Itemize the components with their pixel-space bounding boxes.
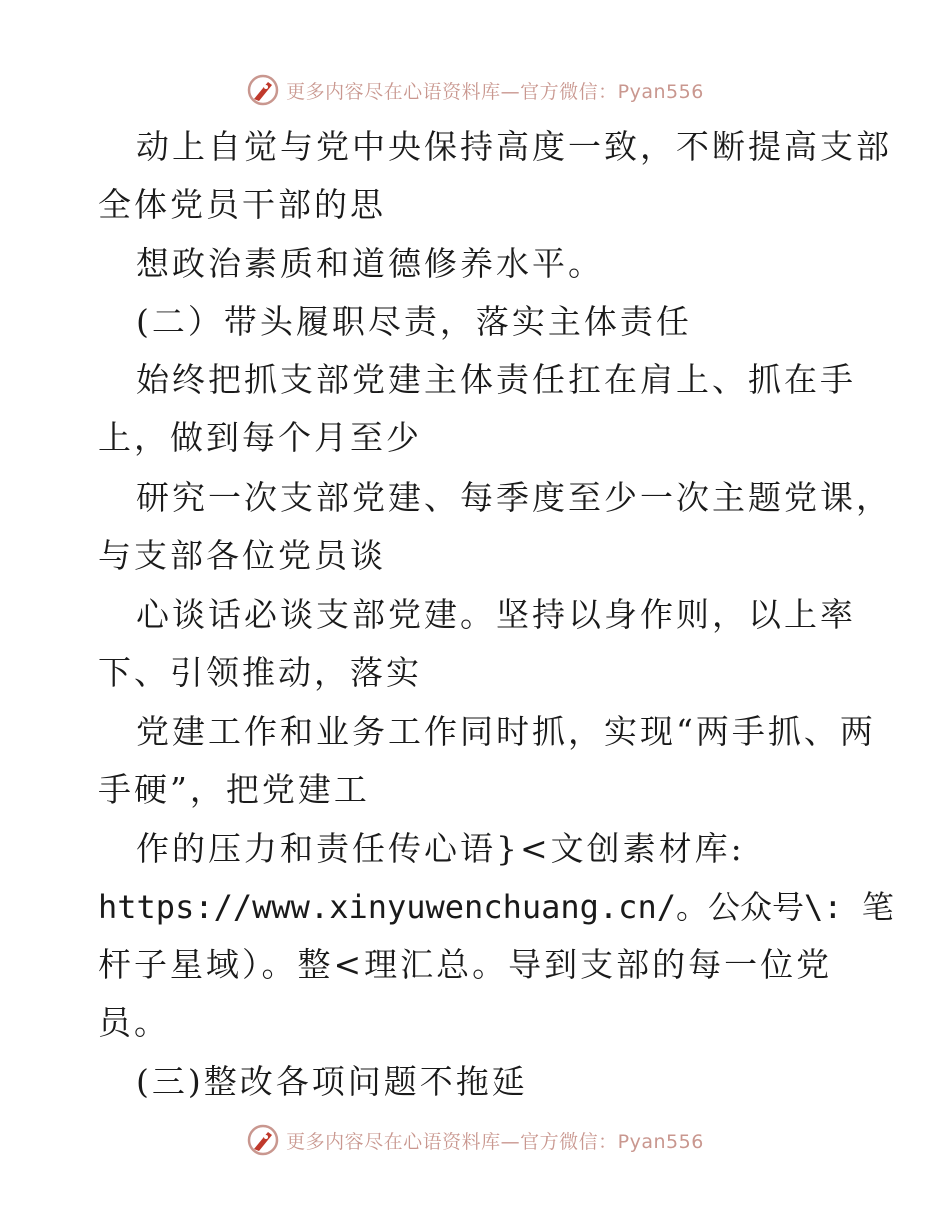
paragraph-line: 想政治素质和道德修养水平。: [136, 244, 604, 283]
header-watermark-banner: [0, 70, 950, 110]
header-watermark-text: 更多内容尽在心语资料库—官方微信：Pyan556: [286, 80, 704, 103]
paragraph-line: 作的压力和责任传心语}<文创素材库:: [136, 829, 745, 868]
paragraph-line: 杆子星域）。整<理汇总。导到支部的每一位党: [98, 945, 833, 984]
paragraph-line: 与支部各位党员谈: [98, 536, 386, 575]
paragraph-line: 动上自觉与党中央保持高度一致，不断提高支部: [136, 127, 892, 166]
paragraph-line: 手硬”，把党建工: [98, 770, 370, 809]
footer-watermark-text: 更多内容尽在心语资料库—官方微信：Pyan556: [286, 1130, 704, 1153]
section-heading: (二）带头履职尽责，落实主体责任: [136, 302, 692, 341]
paragraph-line: 研究一次支部党建、每季度至少一次主题党课，: [136, 478, 892, 517]
paragraph-line: 心谈话必谈支部党建。坚持以身作则，以上率: [136, 595, 856, 634]
paragraph-line: 员。: [98, 1003, 170, 1042]
section-heading: (三)整改各项问题不拖延: [136, 1062, 528, 1101]
paragraph-line-url: https://www.xinyuwenchuang.cn/。公众号\: 笔: [98, 888, 894, 926]
pen-nib-seal-icon: [246, 73, 280, 107]
pen-nib-seal-icon: [246, 1123, 280, 1157]
paragraph-line: 全体党员干部的思: [98, 185, 386, 224]
paragraph-line: 始终把抓支部党建主体责任扛在肩上、抓在手: [136, 360, 856, 399]
paragraph-line: 上，做到每个月至少: [98, 418, 422, 457]
paragraph-line: 党建工作和业务工作同时抓，实现“两手抓、两: [136, 712, 876, 751]
paragraph-line: 下、引领推动，落实: [98, 653, 422, 692]
footer-watermark-banner: [0, 1120, 950, 1160]
